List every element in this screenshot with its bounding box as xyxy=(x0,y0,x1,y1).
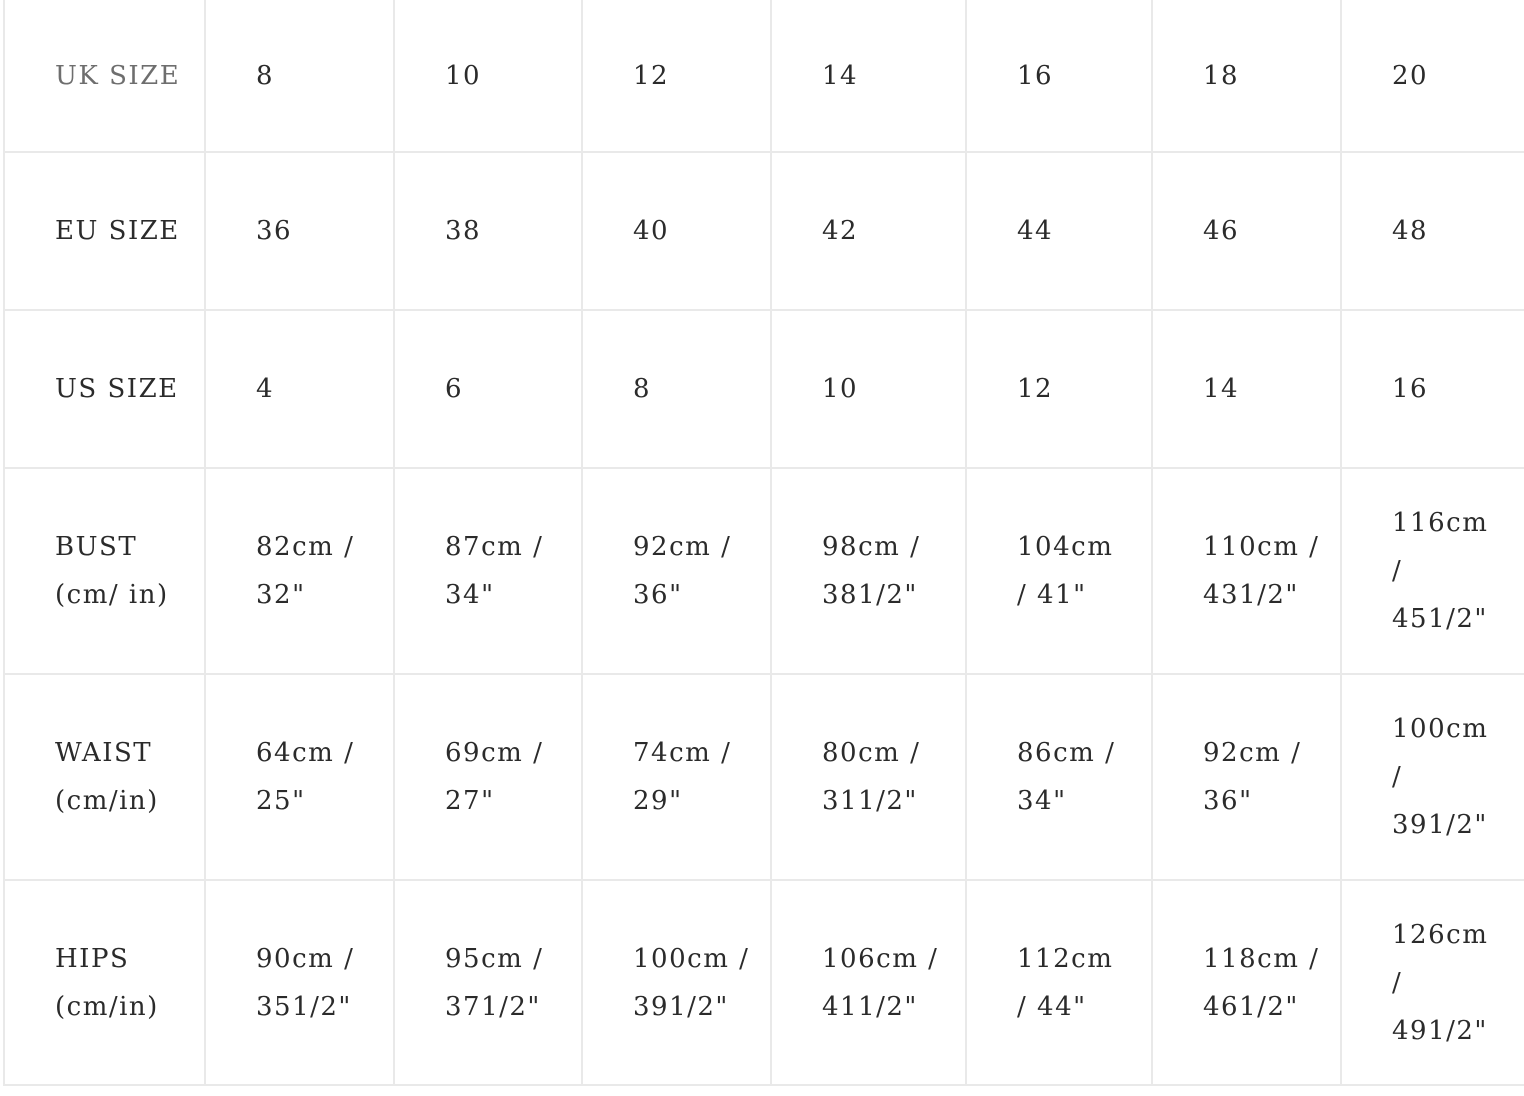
row-header-label: UK SIZE xyxy=(55,60,181,91)
table-cell: 82cm / 32" xyxy=(205,468,394,674)
table-row-hips xyxy=(4,880,1524,1085)
table-cell: 42 xyxy=(771,152,966,310)
table-cell: 95cm / 371/2" xyxy=(394,880,582,1085)
row-header-bust: BUST (cm/ in) xyxy=(4,468,205,674)
table-cell: 4 xyxy=(205,310,394,468)
table-cell: 16 xyxy=(966,0,1152,152)
row-header-hips: HIPS (cm/in) xyxy=(4,880,205,1085)
table-cell: 18 xyxy=(1152,0,1341,152)
table-cell: 118cm / 461/2" xyxy=(1152,880,1341,1085)
table-cell: 80cm / 311/2" xyxy=(771,674,966,880)
table-cell: 44 xyxy=(966,152,1152,310)
table-cell: 92cm / 36" xyxy=(1152,674,1341,880)
table-cell: 14 xyxy=(1152,310,1341,468)
table-cell: 12 xyxy=(966,310,1152,468)
table-cell: 12 xyxy=(582,0,771,152)
size-chart-table xyxy=(3,0,1524,1086)
table-cell: 69cm / 27" xyxy=(394,674,582,880)
table-cell: 64cm / 25" xyxy=(205,674,394,880)
table-row-waist xyxy=(4,674,1524,880)
table-cell: 8 xyxy=(582,310,771,468)
table-row-eu-size xyxy=(4,152,1524,310)
table-cell: 126cm / 491/2" xyxy=(1341,880,1524,1085)
table-cell: 106cm / 411/2" xyxy=(771,880,966,1085)
table-cell: 14 xyxy=(771,0,966,152)
table-row-uk-size xyxy=(4,0,1524,152)
table-cell: 10 xyxy=(394,0,582,152)
table-cell: 98cm / 381/2" xyxy=(771,468,966,674)
table-cell: 92cm / 36" xyxy=(582,468,771,674)
table-cell: 8 xyxy=(205,0,394,152)
table-cell: 100cm / 391/2" xyxy=(1341,674,1524,880)
row-header-us-size: US SIZE xyxy=(4,310,205,468)
table-cell: 16 xyxy=(1341,310,1524,468)
table-cell: 87cm / 34" xyxy=(394,468,582,674)
table-cell: 6 xyxy=(394,310,582,468)
row-header-eu-size: EU SIZE xyxy=(4,152,205,310)
row-header-waist: WAIST (cm/in) xyxy=(4,674,205,880)
table-row-us-size xyxy=(4,310,1524,468)
table-cell: 104cm / 41" xyxy=(966,468,1152,674)
table-cell: 20 xyxy=(1341,0,1524,152)
table-cell: 36 xyxy=(205,152,394,310)
table-cell: 74cm / 29" xyxy=(582,674,771,880)
table-cell: 90cm / 351/2" xyxy=(205,880,394,1085)
table-cell: 100cm / 391/2" xyxy=(582,880,771,1085)
table-cell: 86cm / 34" xyxy=(966,674,1152,880)
table-cell: 48 xyxy=(1341,152,1524,310)
table-row-bust xyxy=(4,468,1524,674)
table-cell: 38 xyxy=(394,152,582,310)
table-cell: 110cm / 431/2" xyxy=(1152,468,1341,674)
table-cell: 40 xyxy=(582,152,771,310)
table-cell: 46 xyxy=(1152,152,1341,310)
table-cell: 116cm / 451/2" xyxy=(1341,468,1524,674)
table-cell: 112cm / 44" xyxy=(966,880,1152,1085)
table-cell: 10 xyxy=(771,310,966,468)
row-header-uk-size xyxy=(4,0,205,152)
